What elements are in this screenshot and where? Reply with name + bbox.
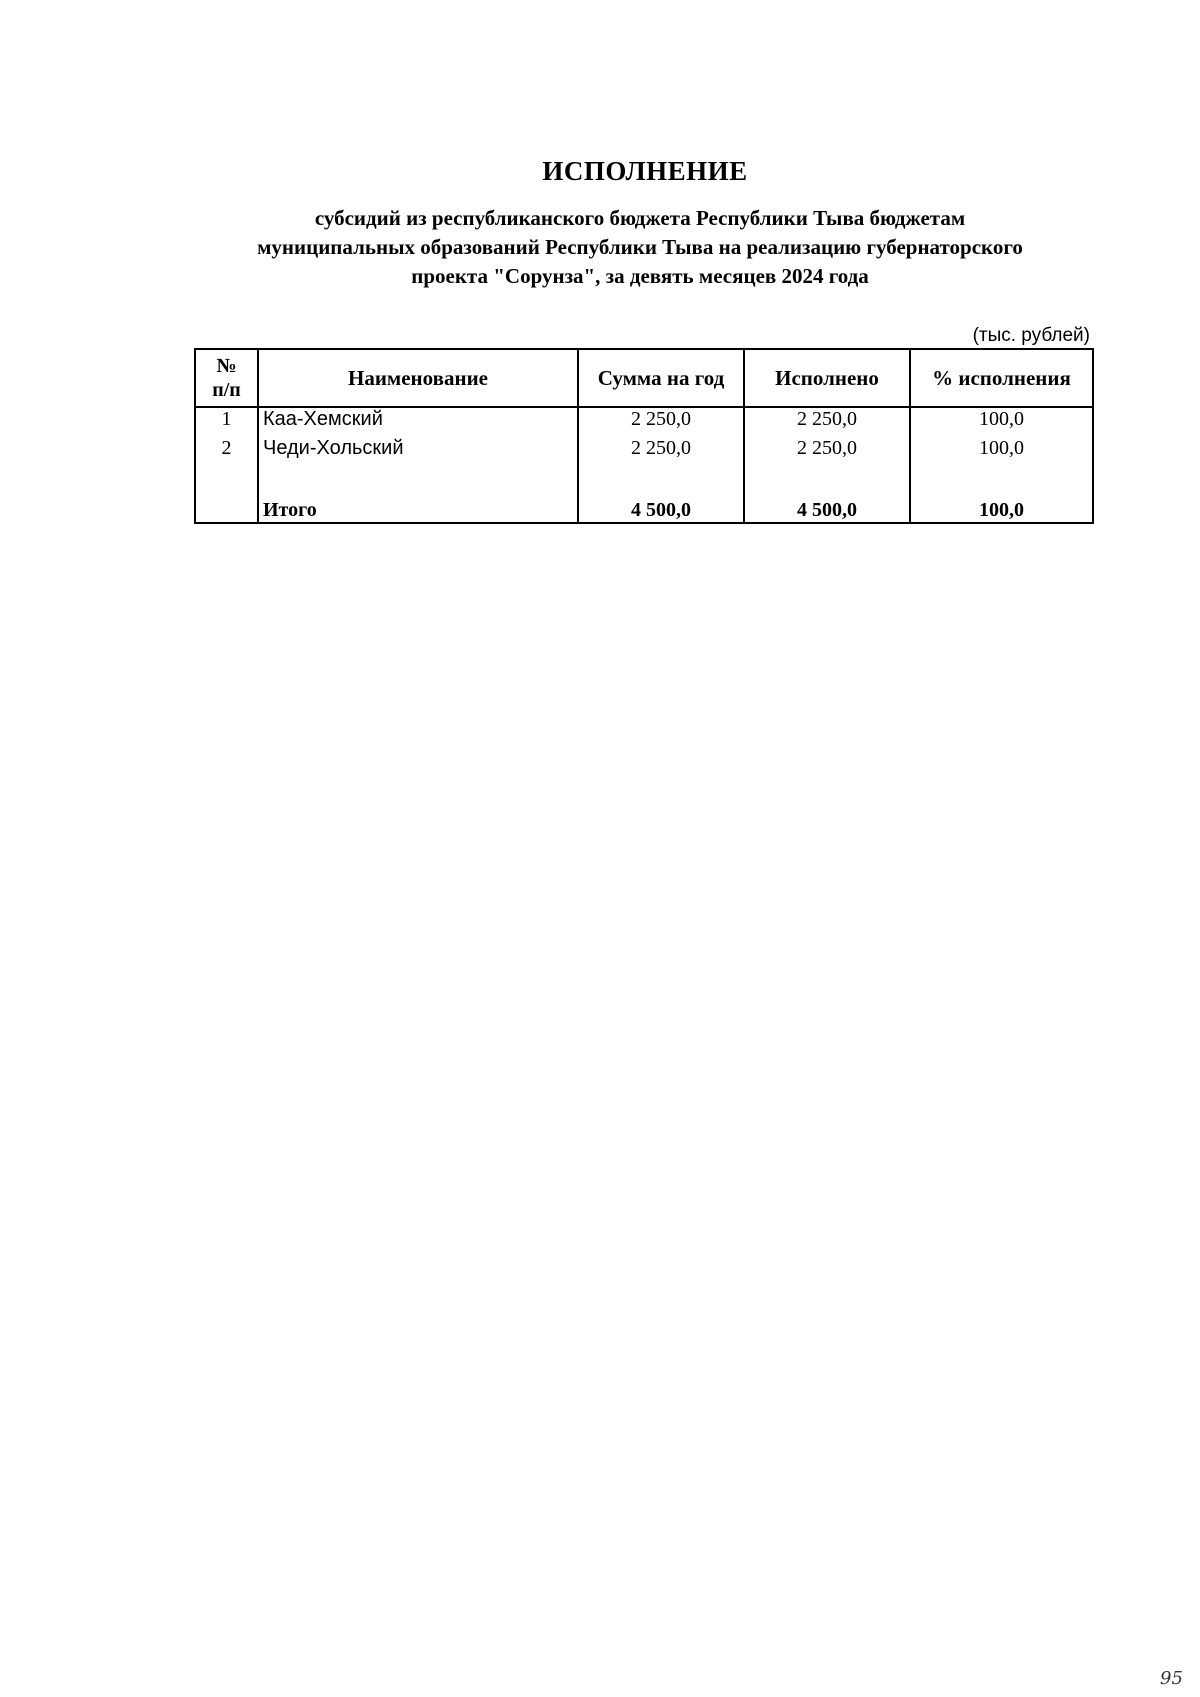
spacer-cell [258, 466, 578, 492]
row-sum: 2 250,0 [578, 437, 744, 466]
header-done: Исполнено [744, 349, 910, 407]
row-name: Каа-Хемский [258, 407, 578, 437]
table-row [195, 407, 1093, 437]
subsidy-execution-table [194, 348, 1094, 524]
total-number [195, 492, 258, 523]
row-name: Чеди-Хольский [258, 437, 578, 466]
row-number: 2 [195, 437, 258, 466]
row-pct: 100,0 [910, 437, 1093, 466]
subtitle-line: субсидий из республиканского бюджета Республики Тыва бюджетам [314, 206, 966, 230]
header-name: Наименование [258, 349, 578, 407]
table-spacer-row [195, 466, 1093, 492]
row-done: 2 250,0 [744, 437, 910, 466]
spacer-cell [744, 466, 910, 492]
units-label: (тыс. рублей) [972, 325, 1090, 346]
header-pct: % исполнения [910, 349, 1093, 407]
row-pct: 100,0 [910, 407, 1093, 437]
subtitle-line: муниципальных образований Республики Тыва на реализацию губернаторского [257, 235, 1023, 259]
page-number: 95 [1160, 1668, 1183, 1689]
spacer-cell [195, 466, 258, 492]
table-header-row [195, 349, 1093, 407]
total-sum: 4 500,0 [578, 492, 744, 523]
table-total-row [195, 492, 1093, 523]
header-sum: Сумма на год [578, 349, 744, 407]
total-label: Итого [258, 492, 578, 523]
table-row [195, 437, 1093, 466]
spacer-cell [910, 466, 1093, 492]
total-done: 4 500,0 [744, 492, 910, 523]
document-subtitle [190, 204, 1090, 291]
subtitle-line: проекта "Сорунза", за девять месяцев 2024 года [411, 264, 869, 288]
header-number [195, 349, 258, 407]
row-number: 1 [195, 407, 258, 437]
spacer-cell [578, 466, 744, 492]
document-title: ИСПОЛНЕНИЕ [542, 156, 748, 186]
header-number-pp: п/п [212, 379, 241, 401]
row-done: 2 250,0 [744, 407, 910, 437]
total-pct: 100,0 [910, 492, 1093, 523]
header-number-sign: № [216, 355, 237, 377]
row-sum: 2 250,0 [578, 407, 744, 437]
